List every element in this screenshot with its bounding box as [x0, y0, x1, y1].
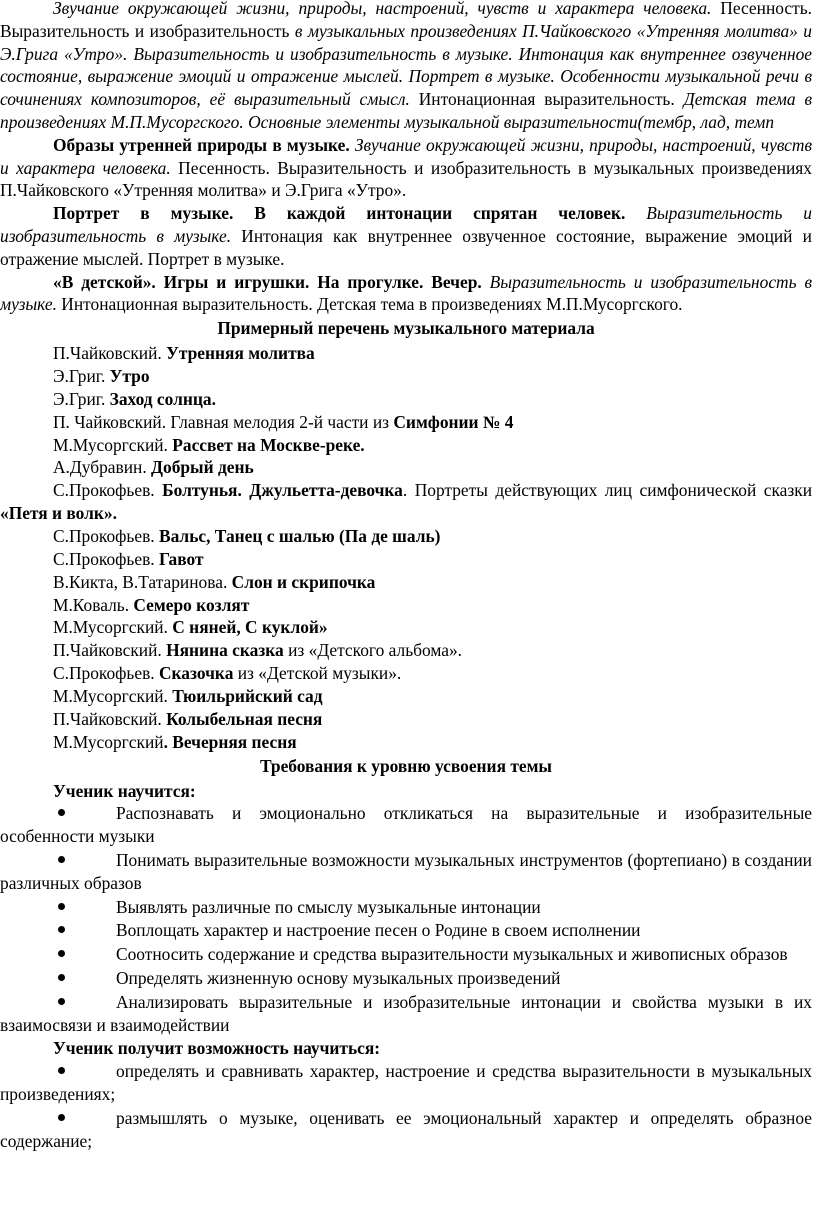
work-title: . Вечерняя песня: [163, 731, 297, 752]
work-title: Утро: [109, 365, 150, 386]
work-author: М.Мусоргский: [53, 731, 164, 752]
work-item: [53, 548, 812, 571]
work-item: [53, 708, 812, 731]
section-title: Портрет в музыке. В каждой интонации спрятан человек.: [53, 203, 626, 224]
work-author: С.Прокофьев.: [53, 663, 159, 684]
work-title: С няней, С куклой»: [172, 617, 328, 638]
work-title: «Петя и волк».: [0, 503, 117, 524]
work-title: Симфонии № 4: [393, 411, 514, 432]
work-description: . Портреты действующих лиц симфонической сказки: [402, 480, 813, 501]
works-list: [0, 342, 812, 754]
bullet-icon: [58, 974, 65, 981]
work-title: Заход солнца.: [109, 388, 216, 409]
work-author: Э.Григ.: [53, 388, 110, 409]
list-item: [0, 991, 812, 1037]
list-item-text: Распознавать и эмоционально откликаться на выразительные и изобразительные особенности музыки: [0, 803, 812, 847]
work-author: П. Чайковский. Главная мелодия 2-й части из: [53, 411, 394, 432]
list-item-text: Понимать выразительные возможности музыкальных инструментов (фортепиано) в создании различных образов: [0, 849, 812, 893]
work-item: [53, 388, 812, 411]
work-title: Семеро козлят: [133, 594, 250, 615]
opportunity-label: Ученик получит возможность научиться:: [53, 1038, 381, 1059]
intro-italic-1: Звучание окружающей жизни, природы, настроений, чувств и характера человека.: [53, 0, 712, 18]
list-item: [0, 919, 812, 942]
work-title: Сказочка: [158, 663, 234, 684]
work-item-long: [0, 479, 812, 525]
list-item: [0, 1060, 812, 1106]
list-item-text: размышлять о музыке, оценивать ее эмоциональный характер и определять образное содержание;: [0, 1107, 812, 1151]
section-morning-nature: [0, 134, 812, 202]
bullet-icon: [58, 903, 65, 910]
material-heading: Примерный перечень музыкального материала: [217, 318, 595, 339]
section-italic: Выразительность и изобразительность в музыке.: [0, 203, 813, 246]
work-author: С.Прокофьев.: [53, 525, 159, 546]
bullet-icon: [58, 1067, 65, 1074]
work-author: А.Дубравин.: [53, 457, 152, 478]
work-title: Добрый день: [151, 457, 254, 478]
list-item-text: Анализировать выразительные и изобразительные интонации и свойства музыки в их взаимосвязи и взаимодействии: [0, 991, 812, 1035]
opportunity-list: [0, 1060, 812, 1152]
intro-plain-1: Песенность. Выразительность и изобразительность: [0, 0, 812, 41]
intro-paragraph: [0, 0, 812, 134]
learn-list: [0, 802, 812, 1036]
work-item: [53, 411, 812, 434]
work-title: Утренняя молитва: [166, 342, 315, 363]
work-author: С.Прокофьев.: [53, 480, 163, 501]
work-author: П.Чайковский.: [53, 709, 167, 730]
section-plain: Песенность. Выразительность и изобразительность в музыкальных произведениях П.Чайковского «Утренняя молитва» и Э.Грига «Утро».: [0, 157, 813, 201]
list-item-text: Соотносить содержание и средства выразительности музыкальных и живописных образов: [116, 944, 788, 965]
bullet-icon: [58, 926, 65, 933]
section-title: Образы утренней природы в музыке.: [53, 134, 350, 155]
section-plain: Интонация как внутреннее озвученное состояние, выражение эмоций и отражение мыслей. Портрет в музыке.: [0, 225, 812, 269]
list-item: [0, 967, 812, 990]
requirements-heading: Требования к уровню усвоения темы: [259, 755, 553, 776]
section-portrait: [0, 202, 812, 270]
list-item-text: Определять жизненную основу музыкальных произведений: [116, 967, 561, 988]
work-author: Э.Григ.: [53, 365, 110, 386]
bullet-icon: [58, 856, 65, 863]
list-item: [0, 849, 812, 895]
work-title: Вальс, Танец с шалью (Па де шаль): [158, 525, 441, 546]
section-italic: Звучание окружающей жизни, природы, настроений, чувств и характера человека.: [0, 134, 812, 178]
work-item: [53, 456, 812, 479]
section-title: «В детской». Игры и игрушки. На прогулке. Вечер.: [53, 271, 482, 292]
work-source: из «Детского альбома».: [283, 640, 462, 661]
work-title: Гавот: [158, 548, 204, 569]
list-item: [0, 802, 812, 848]
work-author: М.Мусоргский.: [53, 434, 173, 455]
work-item: [53, 731, 812, 754]
work-item: [53, 342, 812, 365]
bullet-icon: [58, 809, 65, 816]
bullet-icon: [58, 998, 65, 1005]
work-item: [53, 685, 812, 708]
work-item: [53, 594, 812, 617]
work-title: Рассвет на Москве-реке.: [172, 434, 365, 455]
list-item: [0, 943, 812, 966]
work-author: М.Мусоргский.: [53, 617, 173, 638]
work-author: М.Мусоргский.: [53, 686, 173, 707]
intro-italic-2: в музыкальных произведениях П.Чайковского «Утренняя молитва» и Э.Грига «Утро». Выразительность и изобразительность в музыке. Интонация как внутреннее озвученное состояние, выражение эмоций и отражение мыслей. Портрет в музыке. Особенности музыкальной речи в сочинениях композиторов, её выразительный смысл.: [0, 20, 812, 110]
work-title: Тюильрийский сад: [172, 686, 323, 707]
intro-plain-2: Интонационная выразительность.: [409, 89, 684, 110]
section-nursery: [0, 271, 812, 317]
intro-italic-3: Детская тема в произведениях М.П.Мусоргского. Основные элементы музыкальной выразительности(тембр, лад, темп: [0, 89, 812, 132]
bullet-icon: [58, 1114, 65, 1121]
work-item: [53, 571, 812, 594]
work-author: М.Коваль.: [53, 594, 134, 615]
list-item-text: Выявлять различные по смыслу музыкальные интонации: [116, 896, 541, 917]
work-title: Колыбельная песня: [166, 709, 323, 730]
work-source: из «Детской музыки».: [233, 663, 402, 684]
work-item: [53, 434, 812, 457]
list-item-text: Воплощать характер и настроение песен о Родине в своем исполнении: [116, 920, 641, 941]
work-item: [53, 525, 812, 548]
work-author: В.Кикта, В.Татаринова.: [53, 571, 232, 592]
work-item: [53, 639, 812, 662]
list-item: [0, 1107, 812, 1153]
work-item: [53, 365, 812, 388]
work-item: [53, 616, 812, 639]
work-item: [53, 662, 812, 685]
work-author: С.Прокофьев.: [53, 548, 159, 569]
work-title: Болтунья. Джульетта-девочка: [162, 480, 403, 501]
list-item-text: определять и сравнивать характер, настроение и средства выразительности в музыкальных произведениях;: [0, 1061, 812, 1104]
work-title: Нянина сказка: [166, 640, 284, 661]
section-italic: Выразительность и изобразительность в музыке.: [0, 271, 813, 315]
work-author: П.Чайковский.: [53, 640, 167, 661]
section-plain: Интонационная выразительность. Детская тема в произведениях М.П.Мусоргского.: [56, 294, 683, 315]
work-title: Слон и скрипочка: [231, 571, 376, 592]
list-item: [0, 896, 812, 919]
work-author: П.Чайковский.: [53, 342, 167, 363]
learn-label: Ученик научится:: [53, 780, 196, 801]
bullet-icon: [58, 950, 65, 957]
